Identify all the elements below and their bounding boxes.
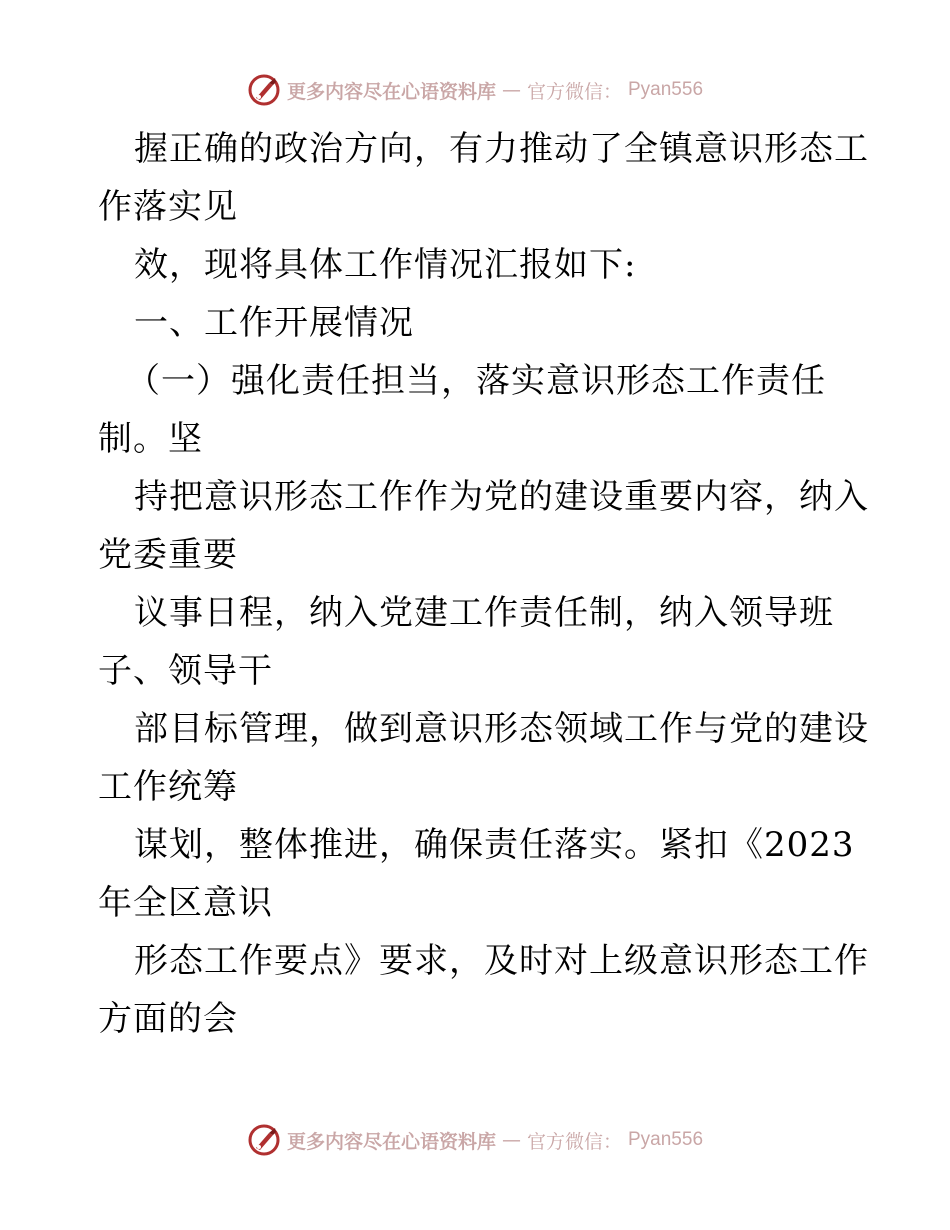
quill-pen-logo-icon xyxy=(247,73,281,107)
banner-wechat-label: 官方微信： xyxy=(526,80,622,103)
footer-banner xyxy=(0,1120,950,1160)
header-banner-content xyxy=(247,73,703,107)
body-line-3: 效，现将具体工作情况汇报如下: xyxy=(134,245,637,285)
banner-site-name: 更多内容尽在心语资料库 xyxy=(286,1130,496,1153)
body-line-2: 作落实见 xyxy=(98,187,238,227)
body-line-8: 党委重要 xyxy=(98,535,238,575)
document-body xyxy=(98,120,869,1048)
subsection-heading: （一）强化责任担当，落实意识形态工作责任 xyxy=(126,361,826,401)
banner-wechat-id: Pyan556 xyxy=(628,1129,704,1150)
banner-separator: — xyxy=(501,1129,521,1151)
banner-separator: — xyxy=(501,79,521,101)
body-line-9: 议事日程，纳入党建工作责任制，纳入领导班 xyxy=(134,593,834,633)
quill-pen-logo-icon xyxy=(247,1123,281,1157)
body-line-1: 握正确的政治方向，有力推动了全镇意识形态工 xyxy=(134,129,869,169)
body-line-15: 形态工作要点》要求，及时对上级意识形态工作 xyxy=(134,941,869,981)
section-heading: 一、工作开展情况 xyxy=(134,303,414,343)
footer-banner-content xyxy=(247,1123,703,1157)
body-line-7: 持把意识形态工作作为党的建设重要内容，纳入 xyxy=(134,477,869,517)
body-line-10: 子、领导干 xyxy=(98,651,273,691)
body-line-13: 谋划，整体推进，确保责任落实。紧扣《2023 xyxy=(134,825,855,865)
banner-wechat-id: Pyan556 xyxy=(628,79,704,100)
body-line-11: 部目标管理，做到意识形态领域工作与党的建设 xyxy=(134,709,869,749)
body-line-6: 制。坚 xyxy=(98,419,203,459)
header-banner xyxy=(0,70,950,110)
banner-wechat-label: 官方微信： xyxy=(526,1130,622,1153)
body-line-14: 年全区意识 xyxy=(98,883,273,923)
body-line-16: 方面的会 xyxy=(98,999,238,1039)
banner-site-name: 更多内容尽在心语资料库 xyxy=(286,80,496,103)
body-line-12: 工作统筹 xyxy=(98,767,238,807)
